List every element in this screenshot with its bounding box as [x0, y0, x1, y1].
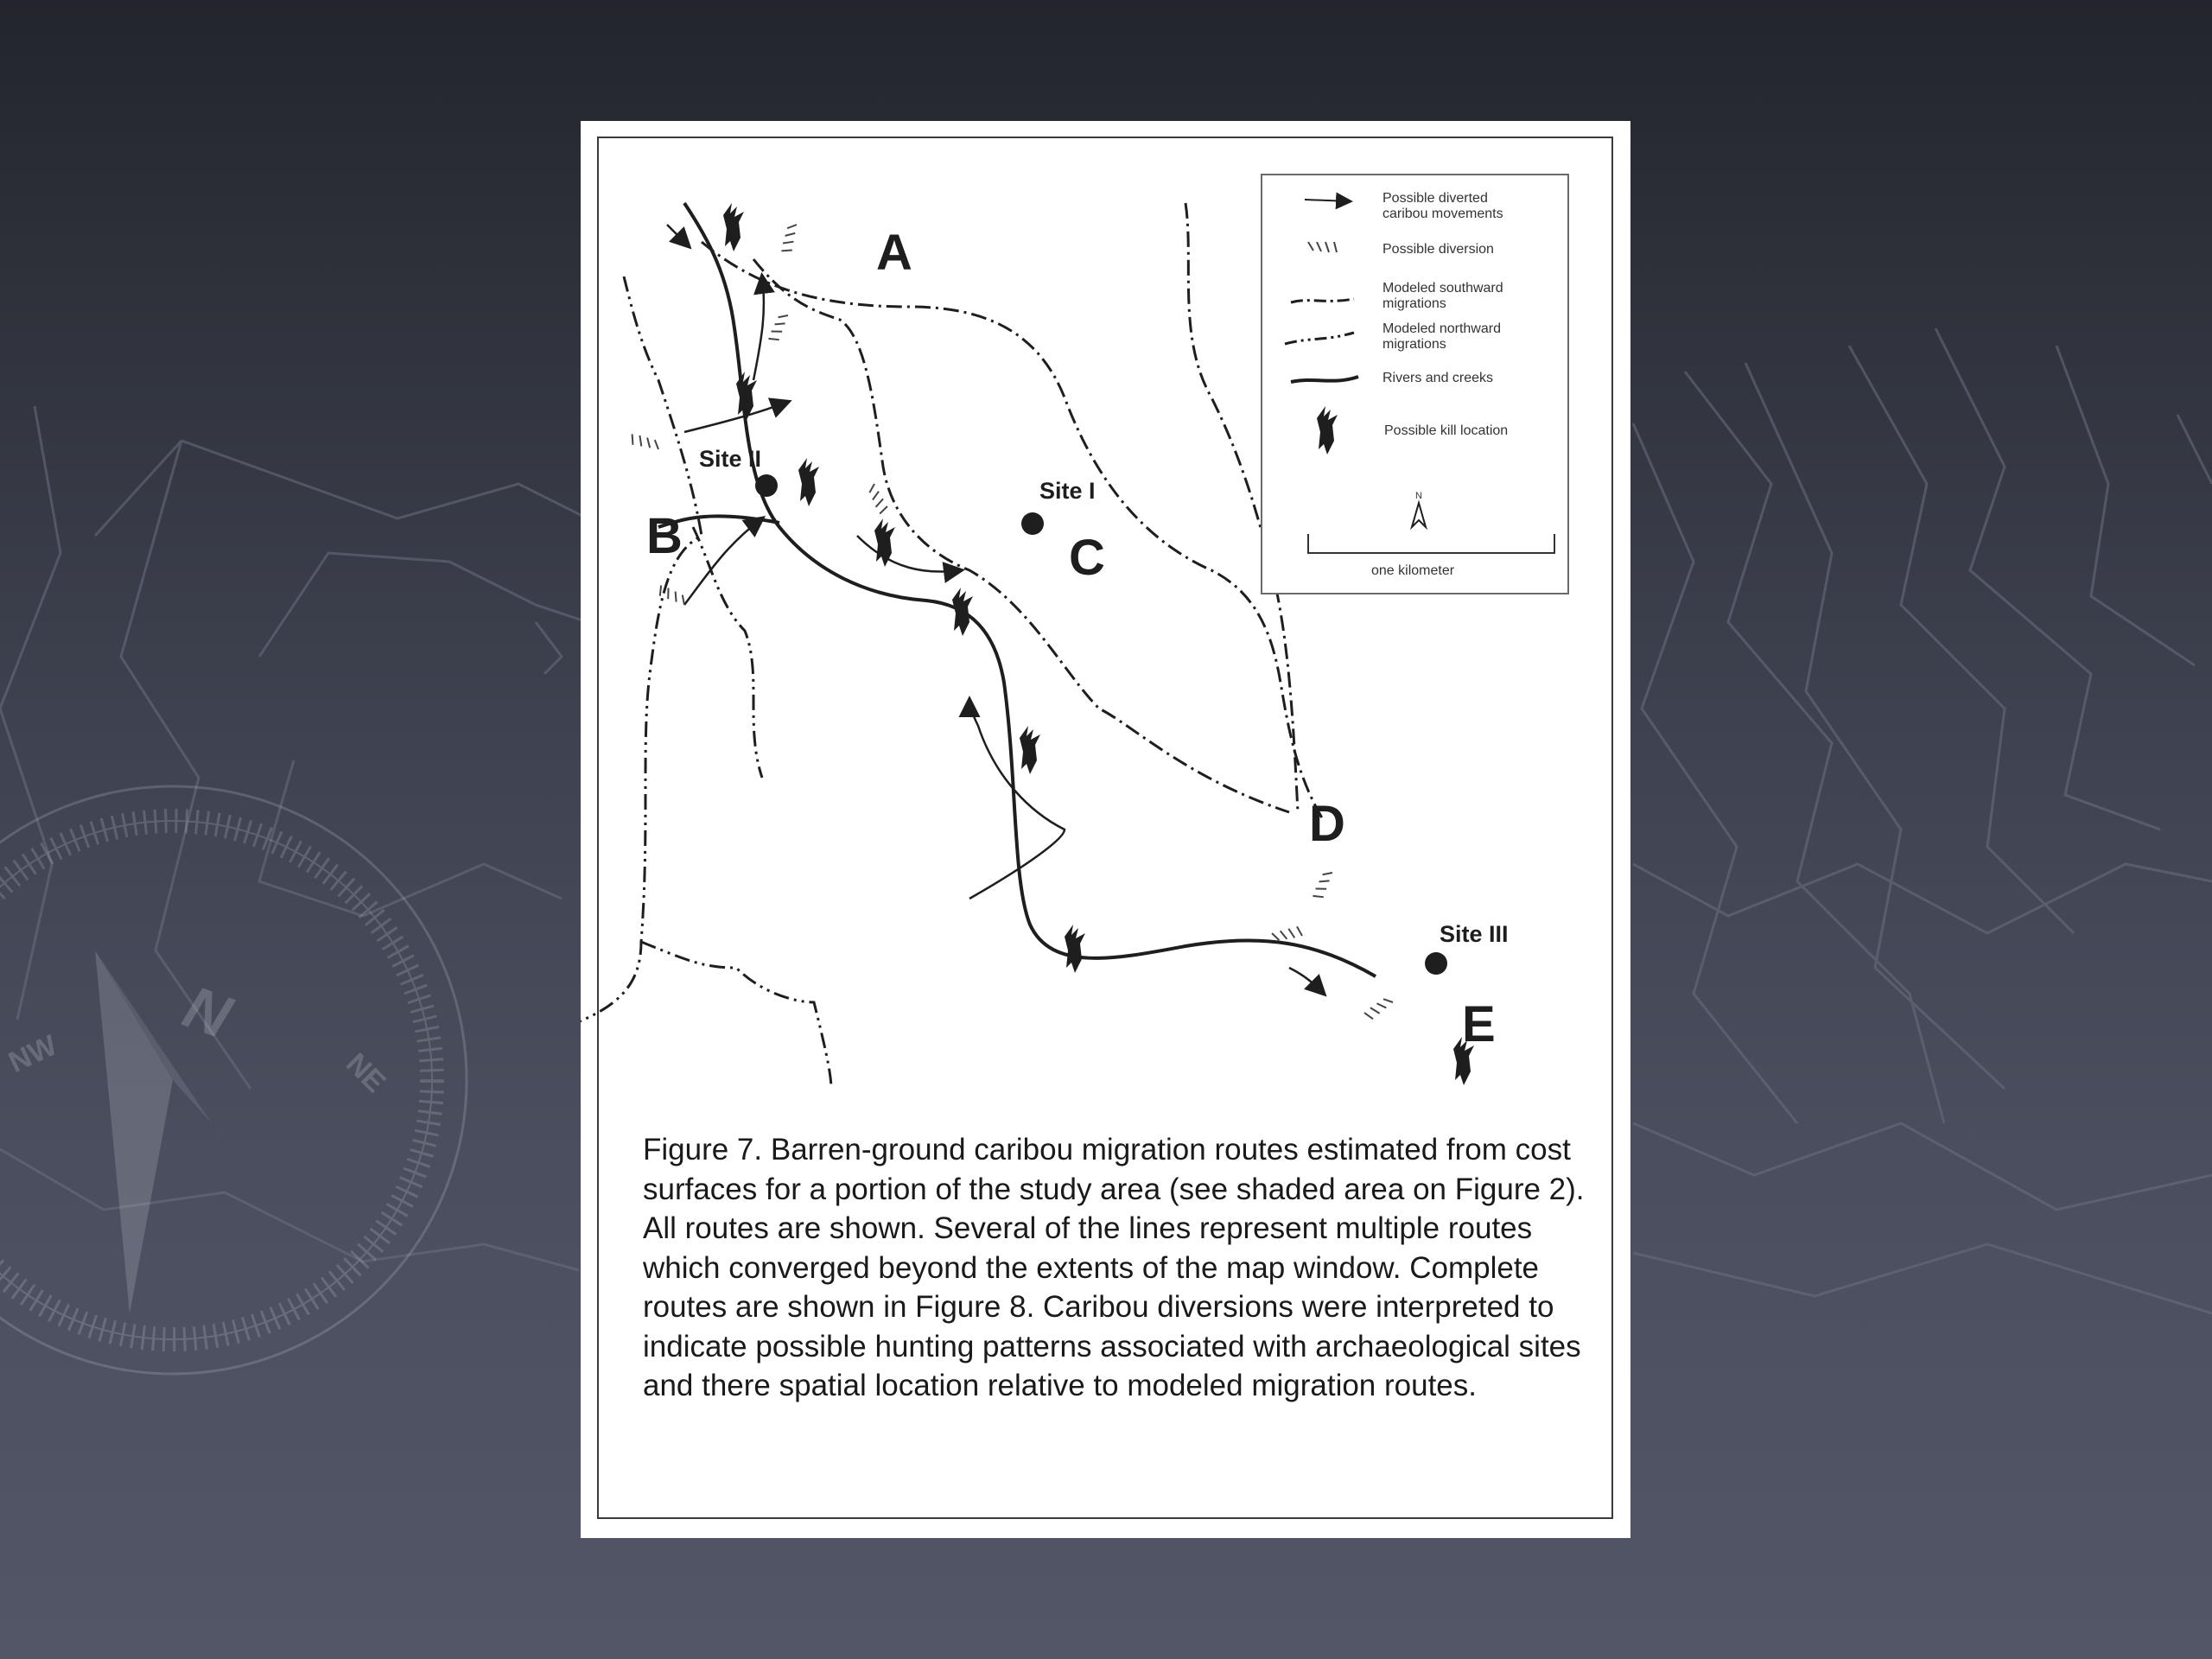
caribou-icon — [1065, 925, 1085, 973]
caribou-icon — [1020, 726, 1040, 774]
scale-bar-label: one kilometer — [1371, 563, 1455, 578]
caribou-icon — [798, 458, 819, 506]
legend-southward-line2: migrations — [1382, 296, 1446, 311]
caribou-icon — [723, 203, 744, 251]
legend-diversion-line1: Possible diversion — [1382, 242, 1494, 257]
site-iii-label: Site III — [1440, 921, 1509, 947]
caribou-icon — [952, 588, 973, 636]
legend-northward-line1: Modeled northward — [1382, 321, 1501, 336]
point-c-label: C — [1069, 530, 1105, 586]
site-i-label: Site I — [1039, 478, 1096, 504]
legend-kill-line1: Possible kill location — [1384, 423, 1509, 438]
compass-letter-ne: NE — [340, 1046, 392, 1099]
legend-rivers-line1: Rivers and creeks — [1382, 371, 1494, 385]
figure-card — [581, 121, 1630, 1538]
legend-northward-line2: migrations — [1382, 337, 1446, 352]
legend-diverted-line1: Possible diverted — [1382, 191, 1488, 206]
legend-diverted-line2: caribou movements — [1382, 207, 1503, 221]
compass-letter-n: N — [175, 972, 240, 1052]
map-legend — [1262, 175, 1568, 594]
site-ii-label: Site II — [699, 446, 762, 472]
caribou-icon — [874, 518, 895, 567]
compass-rose-watermark — [0, 786, 467, 1374]
site-ii-marker — [755, 474, 778, 497]
point-b-label: B — [646, 508, 683, 564]
figure-caption: Figure 7. Barren-ground caribou migration routes estimated from cost surfaces for a portion of the study area (see shaded area on Figure 2). All routes are shown. Several of the lines represent multiple routes which converged beyond the extents of the map window. Complete routes are shown in Figure 8. Caribou diversions were interpreted to indicate possible hunting patterns associated with archaeological sites and there spatial location relative to modeled migration routes. — [643, 1133, 1585, 1402]
diverted-movement-arrows — [667, 225, 1324, 994]
northward-migration-routes — [581, 276, 831, 1089]
point-d-label: D — [1309, 796, 1345, 852]
site-i-marker — [1021, 512, 1044, 535]
point-e-label: E — [1462, 996, 1496, 1052]
north-arrow-label: N — [1415, 491, 1422, 501]
point-a-label: A — [876, 225, 912, 281]
southward-migration-routes — [702, 203, 1324, 821]
site-iii-marker — [1425, 952, 1447, 975]
compass-letter-nw: NW — [3, 1028, 62, 1079]
legend-southward-line1: Modeled southward — [1382, 281, 1503, 296]
